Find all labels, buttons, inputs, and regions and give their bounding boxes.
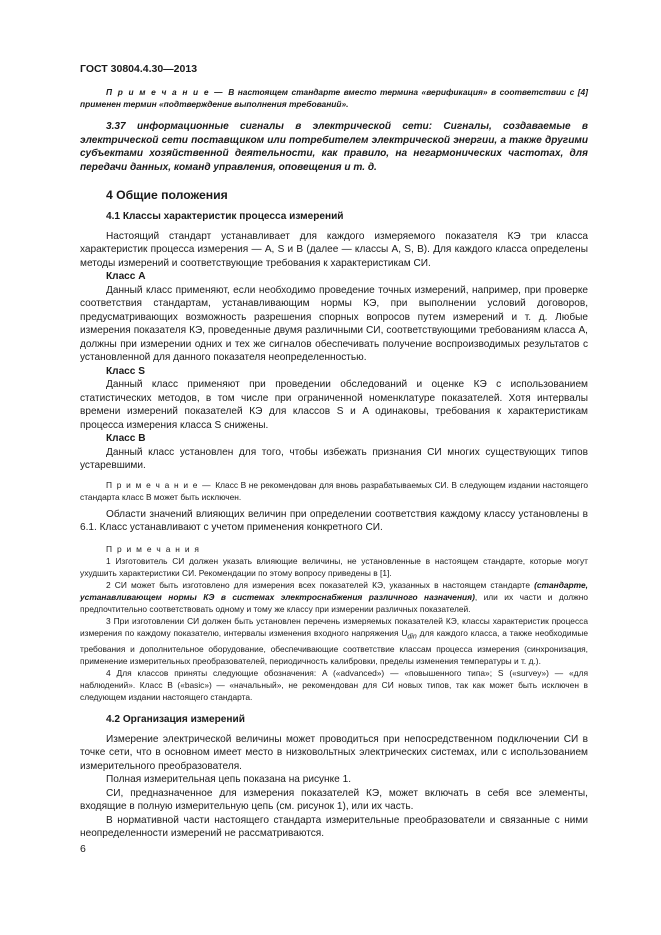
class-s-title: Класс S xyxy=(106,365,145,377)
section-4-2-p2: Полная измерительная цепь показана на рисунке 1. xyxy=(106,774,351,786)
section-4-1-intro: Настоящий стандарт устанавливает для каждого измеряемого показателя КЭ три класса характеристик процесса измерения — A, S и B (далее — классы A, S, B). Для каждого класса определены методы измерений и соответствующие требования к характеристикам СИ. xyxy=(80,230,588,269)
page-number: 6 xyxy=(80,843,86,855)
section-4-1-title: 4.1 Классы характеристик процесса измерений xyxy=(106,211,344,222)
note-3 xyxy=(80,615,588,668)
section-4-2-title: 4.2 Организация измерений xyxy=(106,714,245,726)
note-1: 1 Изготовитель СИ должен указать влияющие величины, не установленные в настоящем стандарте, которые могут ухудшить характеристики СИ. Рекомендации по этому вопросу приведены в [1]. xyxy=(80,555,588,578)
note-class-b xyxy=(80,479,588,503)
class-s-text: Данный класс применяют при проведении обследований и оценке КЭ с использованием статистических методов, в том числе при ограниченной номенклатуре показателей. Хотя интервалы времени измерений показателей КЭ для классов S и A одинаковы, требования к характеристикам процесса измерения класса S снижены. xyxy=(80,379,588,431)
note-text: Класс B не рекомендован для вновь разрабатываемых СИ. В следующем издании настоящего стандарта класс B может быть исключен. xyxy=(80,479,588,502)
page-content xyxy=(80,86,588,841)
term-number: 3.37 xyxy=(106,121,137,132)
section-4-title: 4 Общие положения xyxy=(106,188,228,202)
note-verification xyxy=(80,86,588,110)
term-text: информационные сигналы в электрической сети: Сигналы, создаваемые в электрической сети поставщиком или потребителем электрической энергии, а также другими субъектами хозяйственной деятельности, как правило, на негармонических частотах, для передачи данных, команд управления, оповещения и т. д. xyxy=(80,121,588,173)
note-3-text: 3 При изготовлении СИ должен быть установлен перечень измеряемых показателей КЭ, классы характеристик процесса измерения по каждому показателю, интервалы изменения входного напряжения U xyxy=(80,615,588,638)
term-3-37 xyxy=(80,120,588,174)
notes-title: П р и м е ч а н и я xyxy=(106,543,201,554)
note-2 xyxy=(80,579,588,615)
note-2-tail: , или их части и должно предпочтительно соответствовать одному и тому же классу при измерении различных показателей. xyxy=(80,591,588,614)
note-2-text: 2 СИ может быть изготовлено для измерения всех показателей КЭ, указанных в настоящем стандарте xyxy=(106,579,535,590)
section-4-2-p1: Измерение электрической величины может проводиться при непосредственном подключении СИ в точке сети, что в основном имеет место в низковольтных электрических системах, или с использованием измерительного преобразователя. xyxy=(80,733,588,772)
ranges-paragraph: Области значений влияющих величин при определении соответствия каждому классу установлены в 6.1. Класс устанавливают с учетом применения конкретного СИ. xyxy=(80,508,588,533)
page-header: ГОСТ 30804.4.30—2013 xyxy=(80,63,198,75)
class-b-text: Данный класс установлен для того, чтобы избежать признания СИ многих существующих типов устаревшими. xyxy=(80,446,588,471)
note-label: П р и м е ч а н и е — xyxy=(106,479,216,490)
note-4: 4 Для классов приняты следующие обозначения: A («advanced») — «повышенного типа»; S («survey») — «для наблюдений». Класс B («basic») — «начальный», не рекомендован для СИ новых типов, так как может быть исключен в следующем издании настоящего стандарта. xyxy=(80,668,588,703)
note-2-emphasis: (стандарте, устанавливающем нормы КЭ в системах электроснабжения различного назначения) xyxy=(80,579,588,602)
section-4-2-p4: В нормативной части настоящего стандарта измерительные преобразователи и связанные с ними неопределенности измерений не рассматриваются. xyxy=(80,814,588,840)
class-a-title: Класс A xyxy=(106,271,146,282)
note-3-tail: для каждого класса, а также необходимые требования и дополнительное оборудование, обеспечивающие соответствие классам процесса измерения (синхронизация, применение измерительных преобразователей, периодичность калибровки, пределы изменения температуры и т. д.). xyxy=(80,627,588,667)
note-text: В настоящем стандарте вместо термина «верификация» в соответствии с [4] применен термин «подтверждение выполнения требований». xyxy=(80,87,588,109)
class-a-text: Данный класс применяют, если необходимо проведение точных измерений, например, при проверке соответствия стандартам, устанавливающим нормы КЭ, при выполнении условий договоров, предусматривающих возможность разрешения спорных вопросов путем измерений и т. д. Любые измерения показателя КЭ, проведенные двумя различными СИ, соответствующими требованиям класса A, должны при измерении одних и тех же сигналов обеспечивать получение воспроизводимых результатов с установленной для данного показателя неопределенностью. xyxy=(80,284,588,363)
note-3-subscript: din xyxy=(407,633,417,641)
note-label: П р и м е ч а н и е — xyxy=(106,87,229,97)
class-b-title: Класс B xyxy=(106,433,146,444)
section-4-2-p3: СИ, предназначенное для измерения показателей КЭ, может включать в себя все элементы, входящие в полную измерительную цепь (см. рисунок 1), или их часть. xyxy=(80,787,588,813)
